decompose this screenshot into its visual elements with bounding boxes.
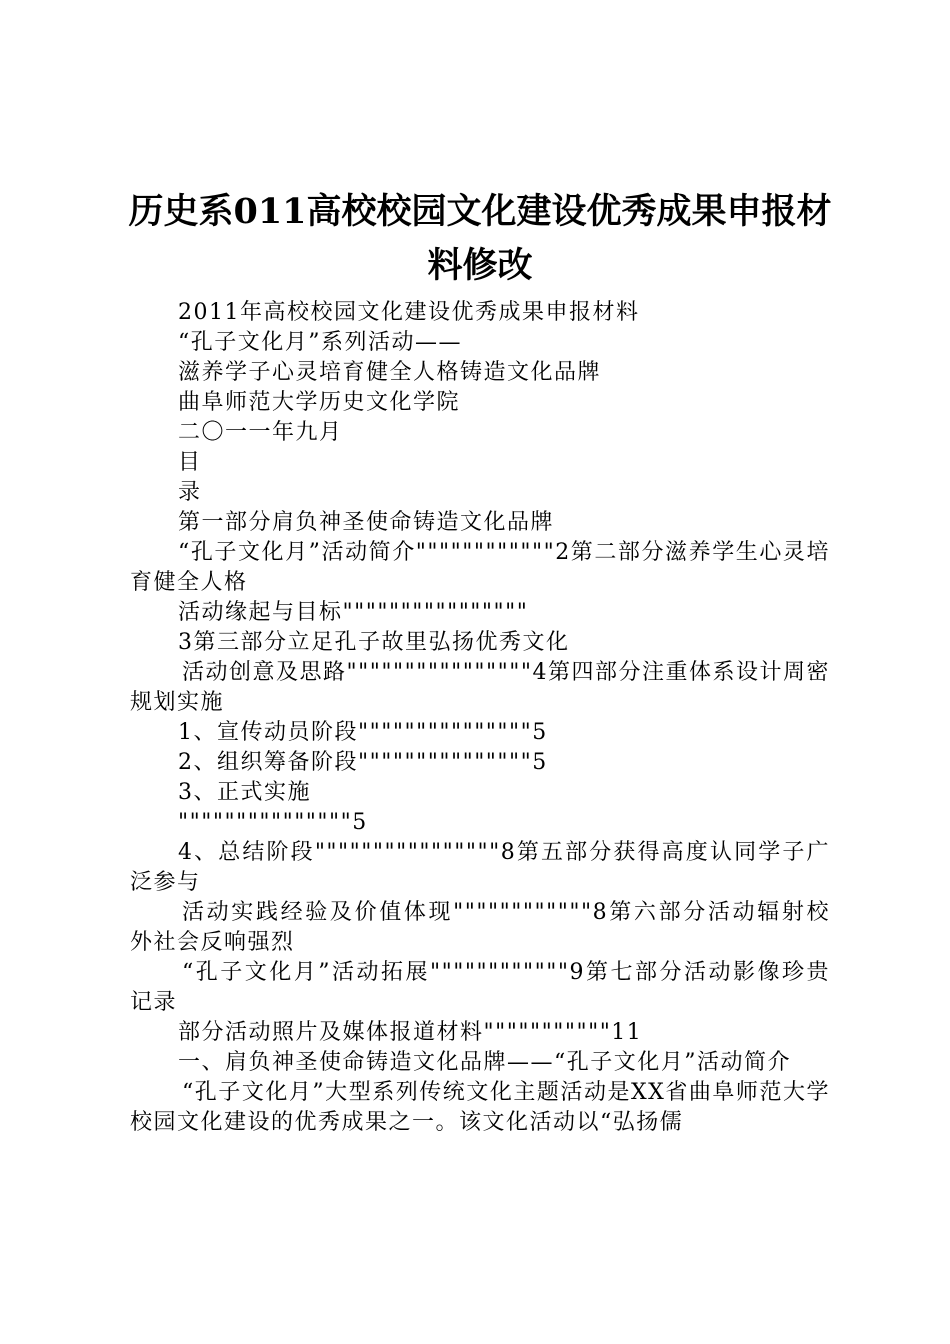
paragraph: 3、正式实施 bbox=[178, 780, 311, 805]
paragraph: """""""""""""""5 bbox=[178, 810, 368, 835]
paragraph: 第一部分肩负神圣使命铸造文化品牌 bbox=[178, 510, 555, 535]
paragraph: 1、宣传动员阶段"""""""""""""""5 bbox=[178, 720, 548, 745]
paragraph: 2011年高校校园文化建设优秀成果申报材料 bbox=[178, 300, 640, 325]
paragraph: 活动缘起与目标"""""""""""""""" bbox=[178, 600, 529, 625]
document-title-line-2: 料修改 bbox=[427, 245, 533, 286]
paragraph: 录 bbox=[178, 480, 202, 505]
document-body bbox=[130, 298, 830, 1138]
paragraph: 目 bbox=[178, 450, 202, 475]
document-title-line-1: 历史系011高校校园文化建设优秀成果申报材 bbox=[128, 191, 832, 232]
paragraph: 部分活动照片及媒体报道材料"""""""""""11 bbox=[178, 1020, 643, 1045]
paragraph: 活动创意及思路""""""""""""""""4第四部分注重体系设计周密规划实施 bbox=[130, 660, 830, 715]
paragraph: 二〇一一年九月 bbox=[178, 420, 343, 445]
paragraph: “孔子文化月”系列活动—— bbox=[178, 330, 462, 355]
paragraph: “孔子文化月”活动拓展""""""""""""9第七部分活动影像珍贵记录 bbox=[130, 960, 830, 1015]
paragraph: 3第三部分立足孔子故里弘扬优秀文化 bbox=[178, 630, 570, 655]
paragraph: 曲阜师范大学历史文化学院 bbox=[178, 390, 461, 415]
paragraph: “孔子文化月”活动简介""""""""""""2第二部分滋养学生心灵培育健全人格 bbox=[130, 540, 830, 595]
paragraph: “孔子文化月”大型系列传统文化主题活动是XX省曲阜师范大学校园文化建设的优秀成果之一。该文化活动以“弘扬儒 bbox=[130, 1080, 830, 1135]
paragraph: 滋养学子心灵培育健全人格铸造文化品牌 bbox=[178, 360, 602, 385]
paragraph: 一、肩负神圣使命铸造文化品牌——“孔子文化月”活动简介 bbox=[178, 1050, 791, 1075]
paragraph: 2、组织筹备阶段"""""""""""""""5 bbox=[178, 750, 548, 775]
paragraph: 活动实践经验及价值体现""""""""""""8第六部分活动辐射校外社会反响强烈 bbox=[130, 900, 830, 955]
paragraph: 4、总结阶段""""""""""""""""8第五部分获得高度认同学子广泛参与 bbox=[130, 840, 830, 895]
